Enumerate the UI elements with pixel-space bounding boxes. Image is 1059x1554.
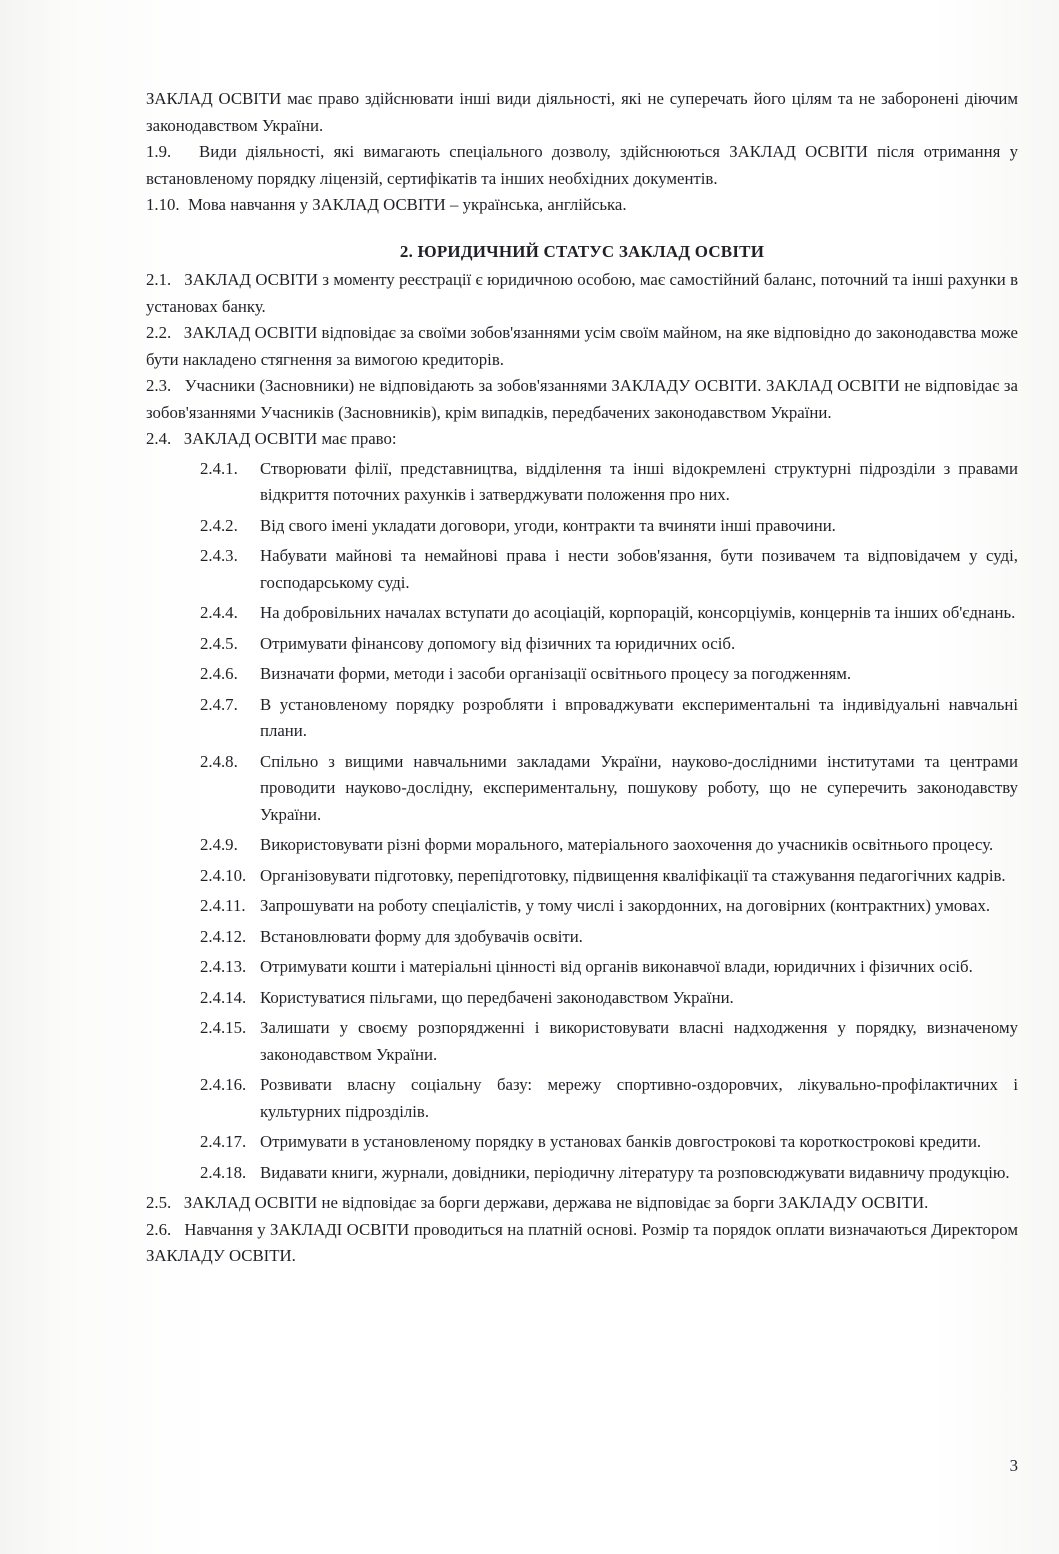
subclause bbox=[146, 1160, 1018, 1187]
subclause-text: Організовувати підготовку, перепідготовку, підвищення кваліфікації та стажування педагогічних кадрів. bbox=[260, 865, 1006, 885]
subclause-number: 2.4.1. bbox=[200, 458, 238, 478]
subclause-number: 2.4.10. bbox=[200, 865, 247, 885]
spacer bbox=[146, 219, 1018, 239]
clause-number: 2.1. bbox=[146, 270, 172, 289]
subclause-text: Визначати форми, методи і засоби організації освітнього процесу за погодженням. bbox=[260, 664, 852, 683]
clause-text: Навчання у ЗАКЛАДІ ОСВІТИ проводиться на платній основі. Розмір та порядок оплати визначаються Директором ЗАКЛАДУ ОСВІТИ. bbox=[146, 1219, 1018, 1265]
subclause bbox=[146, 1015, 1018, 1068]
subclause-number: 2.4.14. bbox=[200, 987, 247, 1007]
subclause-text: Отримувати в установленому порядку в установах банків довгострокові та короткострокові кредити. bbox=[260, 1132, 982, 1151]
subclause-text: Створювати філії, представництва, відділення та інші відокремлені структурні підрозділи з правами відкриття поточних рахунків і затверджувати положення про них. bbox=[260, 458, 1018, 504]
subclause-text: На добровільних началах вступати до асоціацій, корпорацій, консорціумів, концернів та інших об'єднань. bbox=[260, 603, 1016, 622]
paragraph-1-9 bbox=[146, 139, 1018, 192]
subclause-number: 2.4.9. bbox=[200, 835, 238, 854]
subclause bbox=[146, 954, 1018, 981]
subclause bbox=[146, 1072, 1018, 1125]
paragraph-number: 1.10. bbox=[146, 195, 180, 214]
clause-text: ЗАКЛАД ОСВІТИ не відповідає за борги держави, держава не відповідає за борги ЗАКЛАДУ ОСВІТИ. bbox=[183, 1193, 929, 1212]
subclause-number: 2.4.18. bbox=[200, 1162, 247, 1182]
subclause bbox=[146, 863, 1018, 890]
subclause bbox=[146, 692, 1018, 745]
paragraph-1-10 bbox=[146, 192, 1018, 219]
section-heading: 2. ЮРИДИЧНИЙ СТАТУС ЗАКЛАД ОСВІТИ bbox=[399, 241, 765, 261]
clause bbox=[146, 320, 1018, 373]
subclause-number: 2.4.12. bbox=[200, 926, 247, 946]
clause-text: Учасники (Засновники) не відповідають за зобов'язаннями ЗАКЛАДУ ОСВІТИ. ЗАКЛАД ОСВІТИ не відповідає за зобов'язаннями Учасників (Засновників), крім випадків, передбачених законодавством України. bbox=[146, 376, 1018, 422]
clause-text: ЗАКЛАД ОСВІТИ з моменту реєстрації є юридичною особою, має самостійний баланс, поточний та інші рахунки в установах банку. bbox=[146, 270, 1018, 316]
subclause bbox=[146, 1129, 1018, 1156]
subclause-number: 2.4.13. bbox=[200, 957, 247, 976]
clause-number: 2.6. bbox=[146, 1219, 172, 1239]
subclause bbox=[146, 456, 1018, 509]
subclause-number: 2.4.8. bbox=[200, 751, 238, 771]
subclause-number: 2.4.11. bbox=[200, 896, 246, 915]
subclause-text: Спільно з вищими навчальними закладами України, науково-дослідними інститутами та центрами проводити науково-дослідну, експериментальну, пошукову роботу, що не суперечить законодавству України. bbox=[260, 751, 1018, 824]
paragraph-text: Види діяльності, які вимагають спеціального дозволу, здійснюються ЗАКЛАД ОСВІТИ після отримання у встановленому порядку ліцензій, сертифікатів та інших необхідних документів. bbox=[146, 142, 1018, 188]
subclause bbox=[146, 749, 1018, 829]
clause-number: 2.2. bbox=[146, 323, 172, 342]
clause-text: ЗАКЛАД ОСВІТИ відповідає за своїми зобов'язаннями усім своїм майном, на яке відповідно до законодавства може бути накладено стягнення за вимогою кредиторів. bbox=[146, 323, 1018, 369]
clause-number: 2.4. bbox=[146, 429, 172, 448]
subclause-text: Розвивати власну соціальну базу: мережу спортивно-оздоровчих, лікувально-профілактичних і культурних підрозділів. bbox=[260, 1075, 1018, 1121]
subclause-number: 2.4.3. bbox=[200, 546, 238, 565]
subclause-number: 2.4.7. bbox=[200, 694, 238, 714]
subclause bbox=[146, 661, 1018, 688]
clause-number: 2.5. bbox=[146, 1193, 172, 1212]
paragraph-number: 1.9. bbox=[146, 142, 172, 161]
subclause bbox=[146, 893, 1018, 920]
subclause-number: 2.4.5. bbox=[200, 633, 238, 653]
subclause-text: Отримувати фінансову допомогу від фізичних та юридичних осіб. bbox=[260, 633, 736, 653]
clause bbox=[146, 1217, 1018, 1270]
clause bbox=[146, 267, 1018, 320]
subclause-number: 2.4.15. bbox=[200, 1018, 247, 1037]
clause-text: ЗАКЛАД ОСВІТИ має право: bbox=[183, 429, 397, 448]
subclause bbox=[146, 513, 1018, 540]
subclause bbox=[146, 924, 1018, 951]
subclause-text: Запрошувати на роботу спеціалістів, у тому числі і закордонних, на договірних (контрактних) умовах. bbox=[260, 896, 991, 915]
subclause-text: Отримувати кошти і матеріальні цінності від органів виконавчої влади, юридичних і фізичних осіб. bbox=[260, 957, 973, 976]
subclause-number: 2.4.2. bbox=[200, 515, 238, 535]
subclause-number: 2.4.6. bbox=[200, 664, 238, 683]
paragraph-text: Мова навчання у ЗАКЛАД ОСВІТИ – українська, англійська. bbox=[187, 195, 627, 214]
subclause-text: Використовувати різні форми морального, матеріального заохочення до учасників освітнього процесу. bbox=[260, 835, 994, 854]
subclause bbox=[146, 631, 1018, 658]
subclause bbox=[146, 985, 1018, 1012]
clause bbox=[146, 426, 1018, 453]
subclause bbox=[146, 832, 1018, 859]
subclause-text: Набувати майнові та немайнові права і нести зобов'язання, бути позивачем та відповідачем у суді, господарському суді. bbox=[260, 546, 1018, 592]
subclause-number: 2.4.4. bbox=[200, 603, 238, 622]
subclause-text: В установленому порядку розробляти і впроваджувати експериментальні та індивідуальні навчальні плани. bbox=[260, 694, 1018, 740]
clause bbox=[146, 1190, 1018, 1217]
subclause-text: Залишати у своєму розпорядженні і використовувати власні надходження у порядку, визначеному законодавством України. bbox=[260, 1018, 1018, 1064]
page-number: 3 bbox=[1009, 1456, 1018, 1475]
clause-number: 2.3. bbox=[146, 376, 172, 395]
subclause-text: Від свого імені укладати договори, угоди, контракти та вчиняти інші правочини. bbox=[260, 515, 836, 535]
paragraph: ЗАКЛАД ОСВІТИ має право здійснювати інші види діяльності, які не суперечать його цілям та не заборонені діючим законодавством України. bbox=[146, 89, 1018, 135]
subclause-number: 2.4.16. bbox=[200, 1075, 247, 1094]
subclause-number: 2.4.17. bbox=[200, 1132, 247, 1151]
subclause bbox=[146, 543, 1018, 596]
document-body bbox=[146, 86, 1018, 1270]
subclause-text: Користуватися пільгами, що передбачені законодавством України. bbox=[260, 987, 734, 1007]
subclause-text: Видавати книги, журнали, довідники, періодичну літературу та розповсюджувати видавничу продукцію. bbox=[260, 1162, 1010, 1182]
subclause bbox=[146, 600, 1018, 627]
clause bbox=[146, 373, 1018, 426]
subclause-text: Встановлювати форму для здобувачів освіти. bbox=[260, 926, 583, 946]
